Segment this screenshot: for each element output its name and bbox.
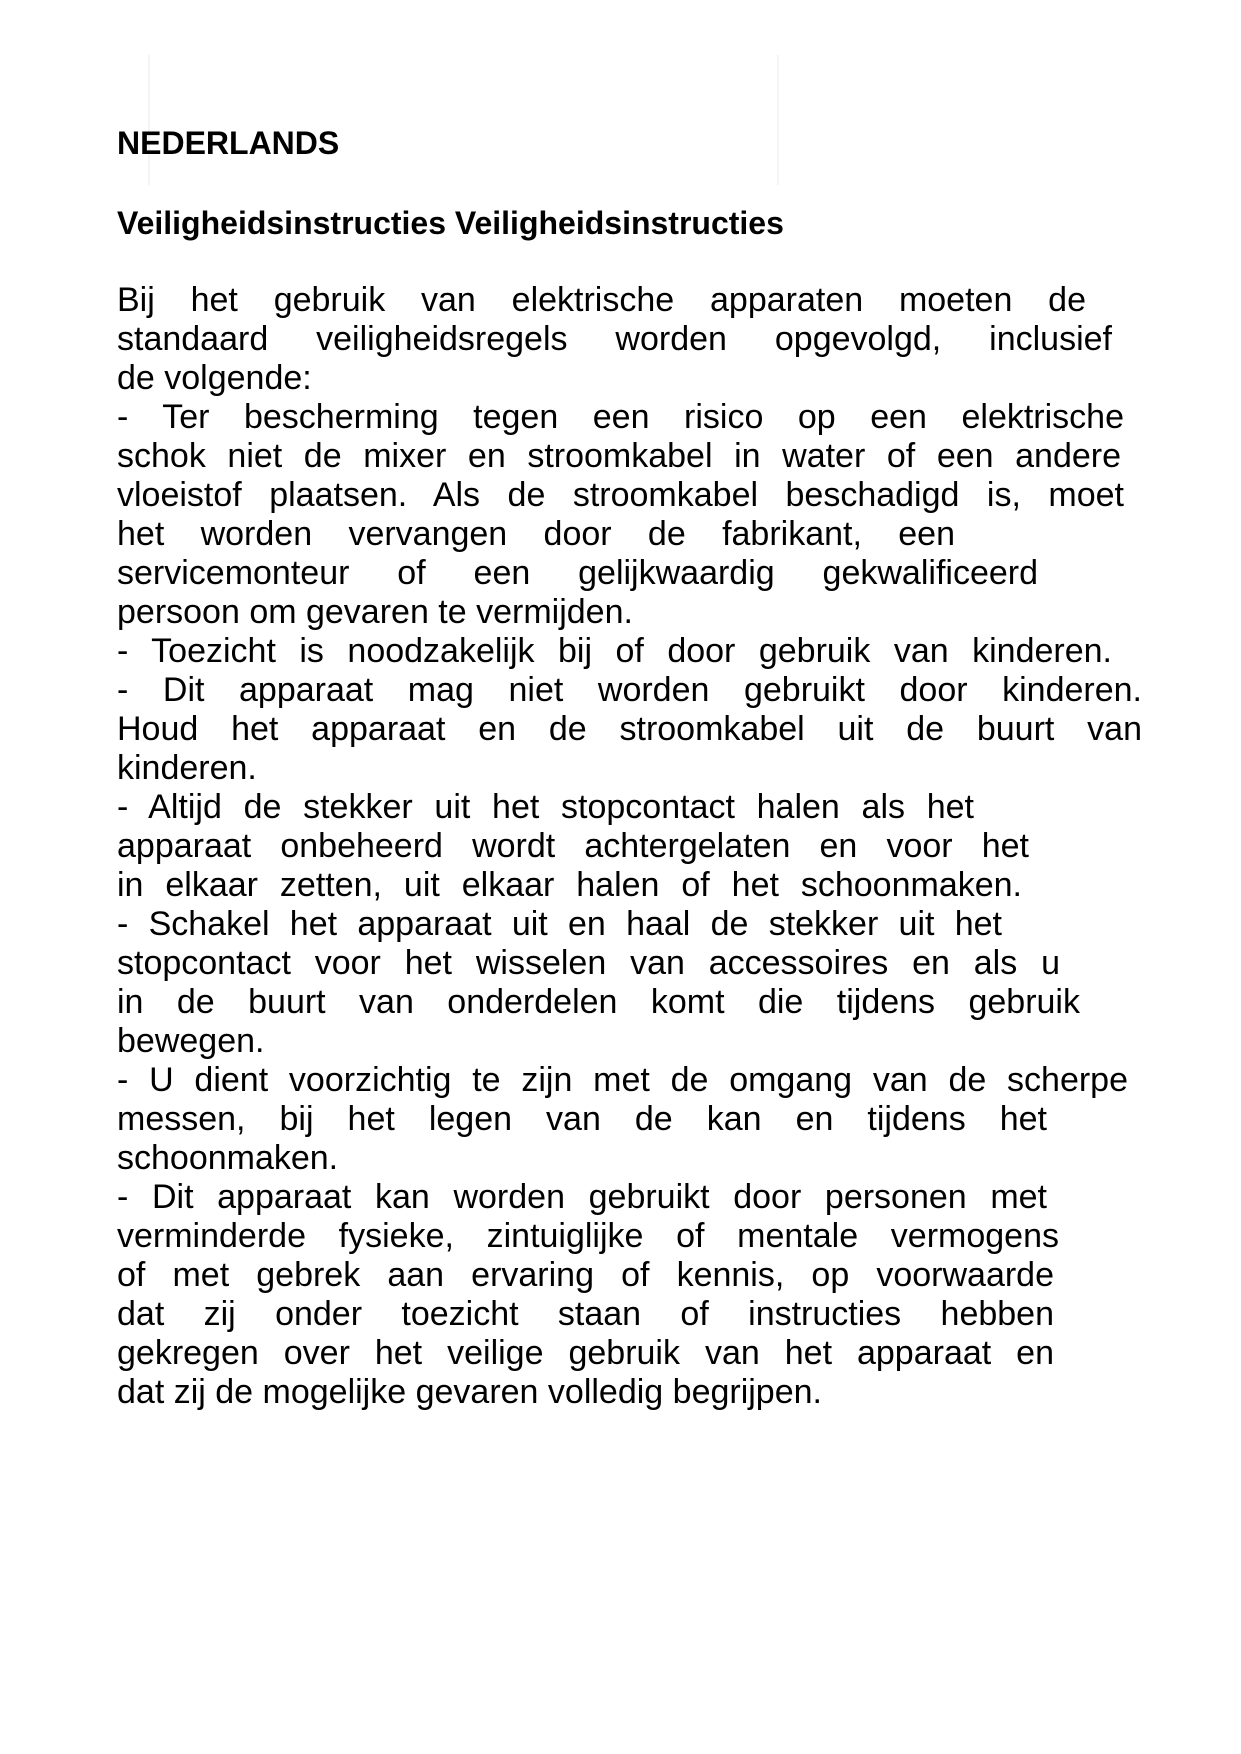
text-line: gekregen over het veilige gebruik van het apparaat en <box>117 1334 1054 1372</box>
text-line: of met gebrek aan ervaring of kennis, op voorwaarde <box>117 1256 1054 1294</box>
text-line: de volgende: <box>117 359 312 397</box>
text-line: apparaat onbeheerd wordt achtergelaten en voor het <box>117 827 1029 865</box>
text-line: het worden vervangen door de fabrikant, een <box>117 515 955 553</box>
text-line: - Ter bescherming tegen een risico op een elektrische <box>117 398 1124 436</box>
text-line: kinderen. <box>117 749 257 787</box>
safety-instructions-text <box>117 281 1167 1412</box>
text-line: in de buurt van onderdelen komt die tijdens gebruik <box>117 983 1080 1021</box>
text-line: - Altijd de stekker uit het stopcontact halen als het <box>117 788 974 826</box>
text-line: verminderde fysieke, zintuiglijke of mentale vermogens <box>117 1217 1059 1255</box>
text-line: schok niet de mixer en stroomkabel in water of een andere <box>117 437 1121 475</box>
text-line: - Schakel het apparaat uit en haal de stekker uit het <box>117 905 1002 943</box>
text-line: in elkaar zetten, uit elkaar halen of het schoonmaken. <box>117 866 1022 904</box>
text-line: dat zij onder toezicht staan of instructies hebben <box>117 1295 1054 1333</box>
text-line: stopcontact voor het wisselen van accessoires en als u <box>117 944 1060 982</box>
text-line: vloeistof plaatsen. Als de stroomkabel beschadigd is, moet <box>117 476 1124 514</box>
text-line: Bij het gebruik van elektrische apparaten moeten de <box>117 281 1086 319</box>
text-line: schoonmaken. <box>117 1139 339 1177</box>
text-line: persoon om gevaren te vermijden. <box>117 593 633 631</box>
text-line: - U dient voorzichtig te zijn met de omgang van de scherpe <box>117 1061 1128 1099</box>
text-line: Houd het apparaat en de stroomkabel uit de buurt van <box>117 710 1142 748</box>
document-content <box>117 123 1167 1412</box>
section-title: Veiligheidsinstructies Veiligheidsinstructies <box>117 205 784 241</box>
text-line: standaard veiligheidsregels worden opgevolgd, inclusief <box>117 320 1112 358</box>
text-line: bewegen. <box>117 1022 265 1060</box>
text-line: - Toezicht is noodzakelijk bij of door gebruik van kinderen. <box>117 632 1112 670</box>
text-line: dat zij de mogelijke gevaren volledig begrijpen. <box>117 1373 822 1411</box>
language-heading: NEDERLANDS <box>117 125 340 161</box>
text-line: servicemonteur of een gelijkwaardig gekwalificeerd <box>117 554 1038 592</box>
text-line: messen, bij het legen van de kan en tijdens het <box>117 1100 1047 1138</box>
text-line: - Dit apparaat mag niet worden gebruikt door kinderen. <box>117 671 1142 709</box>
text-line: - Dit apparaat kan worden gebruikt door personen met <box>117 1178 1047 1216</box>
